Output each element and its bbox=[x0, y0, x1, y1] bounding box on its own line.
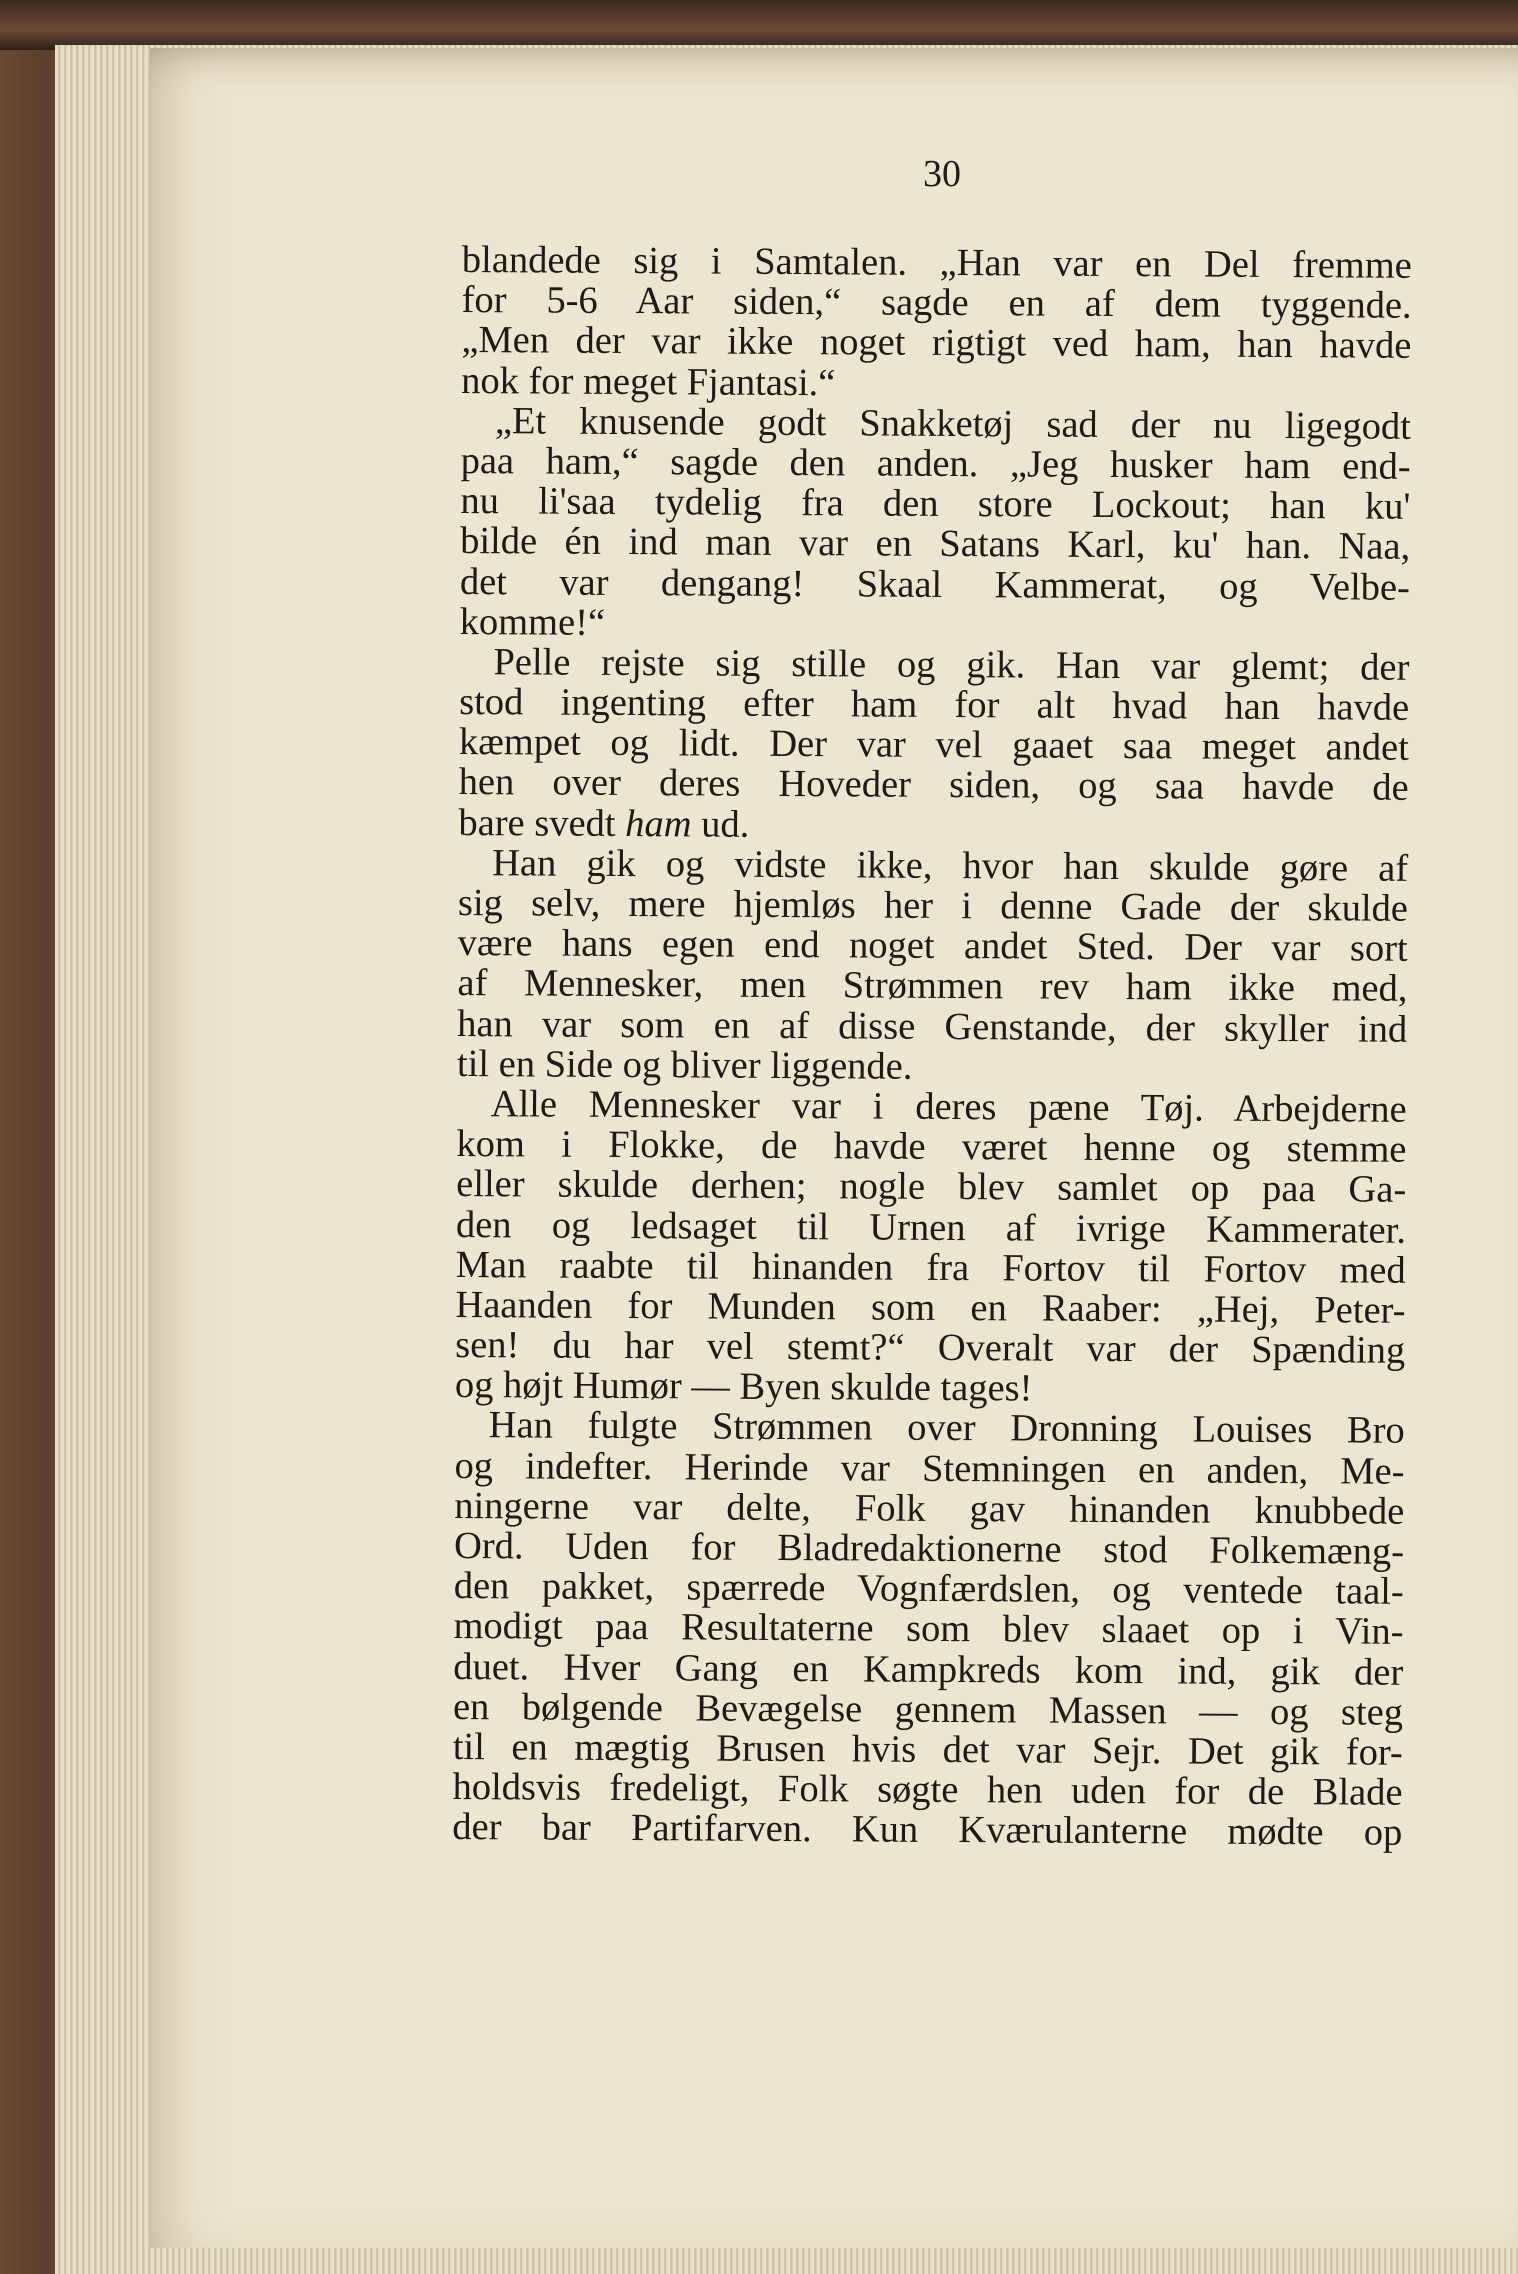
text-line-content: hen over deres Hoveder siden, og saa havde de bbox=[458, 761, 1409, 810]
text-line-content: og indefter. Herinde var Stemningen en anden, Me- bbox=[454, 1444, 1405, 1493]
text-line-content: det var dengang! Skaal Kammerat, og Velbe- bbox=[459, 560, 1411, 609]
text-line-content: til en Side og bliver liggende. bbox=[456, 1042, 913, 1088]
text-line-content: ningerne var delte, Folk gav hinanden knubbede bbox=[454, 1484, 1405, 1533]
text-line-content: bilde én ind man var en Satans Karl, ku' han. Naa, bbox=[460, 520, 1411, 569]
text-line-content: blandede sig i Samtalen. „Han var en Del fremme bbox=[461, 239, 1412, 287]
text-line-content: være hans egen end noget andet Sted. Der var sort bbox=[457, 922, 1408, 970]
text-line-content: kæmpet og lidt. Der var vel gaaet saa meget andet bbox=[458, 721, 1410, 770]
text-line-after: ud. bbox=[691, 803, 750, 846]
text-line-content: bare svedt bbox=[458, 801, 626, 845]
text-line-content: sig selv, mere hjemløs her i denne Gade der skulde bbox=[457, 881, 1409, 930]
text-line-content: paa ham,“ sagde den anden. „Jeg husker ham end- bbox=[460, 439, 1411, 488]
text-line-content: „Et knusende godt Snakketøj sad der nu ligegodt bbox=[494, 399, 1412, 448]
text-line-content: nok for meget Fjantasi.“ bbox=[461, 359, 836, 404]
text-line-content: Han gik og vidste ikke, hvor han skulde gøre af bbox=[492, 842, 1409, 890]
text-line-content: kom i Flokke, de havde været henne og stemme bbox=[456, 1123, 1407, 1171]
text-line-content: for 5-6 Aar siden,“ sagde en af dem tyggende. bbox=[461, 279, 1412, 327]
text-line-content: stod ingenting efter ham for alt hvad han havde bbox=[459, 681, 1410, 729]
text-line-content: sen! du har vel stemt?“ Overalt var der Spænding bbox=[455, 1324, 1406, 1372]
italic-word: ham bbox=[625, 802, 692, 846]
text-line-content: Pelle rejste sig stille og gik. Han var glemt; der bbox=[493, 641, 1410, 689]
text-line-content: Han fulgte Strømmen over Dronning Louises Bro bbox=[488, 1404, 1405, 1453]
text-line-content: Man raabte til hinanden fra Fortov til Fortov med bbox=[455, 1243, 1406, 1292]
text-line-content: til en mægtig Brusen hvis det var Sejr. Det gik for- bbox=[452, 1725, 1403, 1774]
text-line-content: eller skulde derhen; nogle blev samlet op paa Ga- bbox=[456, 1163, 1407, 1212]
text-line-content: holdsvis fredeligt, Folk søgte hen uden for de Blade bbox=[452, 1766, 1403, 1814]
book-cover-top-edge bbox=[0, 0, 1518, 50]
text-line-content: en bølgende Bevægelse gennem Massen — og steg bbox=[452, 1685, 1404, 1734]
body-text bbox=[452, 240, 1412, 1853]
page-number: 30 bbox=[923, 153, 961, 195]
text-line-content: modigt paa Resultaterne som blev slaaet op i Vin- bbox=[453, 1605, 1404, 1654]
text-line-content: nu li'saa tydelig fra den store Lockout; han ku' bbox=[460, 480, 1411, 528]
text-line-content: Haanden for Munden som en Raaber: „Hej, Peter- bbox=[455, 1283, 1406, 1332]
text-line-content: Alle Mennesker var i deres pæne Tøj. Arbejderne bbox=[490, 1083, 1407, 1131]
text-line-content: duet. Hver Gang en Kampkreds kom ind, gik der bbox=[453, 1645, 1404, 1694]
text-line-content: den og ledsaget til Urnen af ivrige Kammerater. bbox=[455, 1203, 1407, 1252]
text-line-content: „Men der var ikke noget rigtigt ved ham, han havde bbox=[461, 319, 1412, 368]
text-line-content: komme!“ bbox=[459, 600, 606, 644]
text-line-content: der bar Partifarven. Kun Kværulanterne mødte op bbox=[452, 1806, 1403, 1855]
text-line bbox=[452, 1807, 1402, 1853]
text-line-content: og højt Humør — Byen skulde tages! bbox=[454, 1364, 1033, 1410]
text-line-content: den pakket, spærrede Vognfærdslen, og ventede taal- bbox=[453, 1565, 1404, 1613]
text-line-content: Ord. Uden for Bladredaktionerne stod Folkemæng- bbox=[453, 1524, 1405, 1573]
text-line-content: af Mennesker, men Strømmen rev ham ikke med, bbox=[457, 962, 1408, 1011]
text-line-content: han var som en af disse Genstande, der skyller ind bbox=[457, 1002, 1408, 1051]
